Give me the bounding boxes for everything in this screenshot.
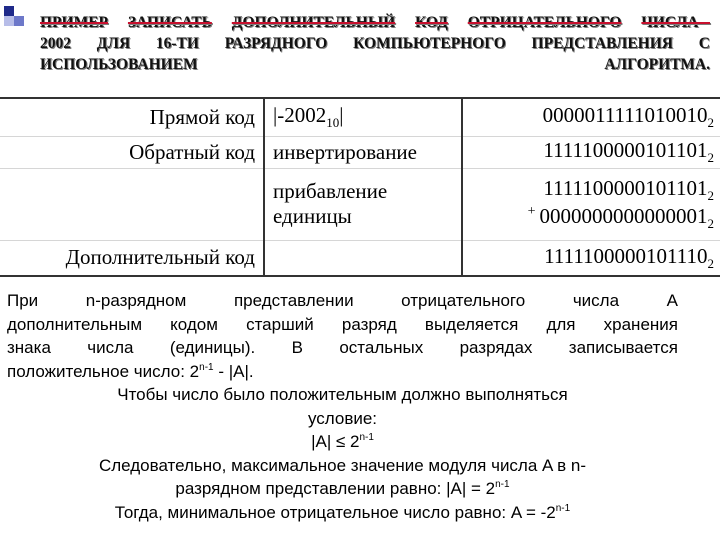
title-word: ЧИСЛА – [641, 14, 710, 31]
text-line: Чтобы число было положительным должно выполняться [117, 385, 568, 404]
title-word: 16-ТИ [155, 35, 199, 52]
base-subscript: 2 [707, 188, 714, 203]
text-word: A [666, 291, 678, 310]
text-fragment: Тогда, минимальное отрицательное число равно: A = -2 [114, 502, 556, 522]
row-operation [264, 168, 462, 240]
title-word: КОД [415, 14, 448, 31]
title-word: 2002 [40, 35, 71, 52]
text-fragment: положительное число: 2 [7, 361, 200, 381]
text-line: условие: [307, 408, 378, 428]
base-subscript: 2 [707, 216, 714, 232]
row-label-direct-code: Прямой код [0, 98, 264, 136]
text-line: Следовательно, максимальное значение модуля числа A в n- [98, 455, 587, 475]
text-word: остальных [339, 338, 424, 357]
exponent: n-1 [555, 502, 571, 514]
row-operation [264, 240, 462, 276]
title-word: ИСПОЛЬЗОВАНИЕМ [40, 56, 198, 73]
exponent: n-1 [359, 432, 374, 443]
exponent: n-1 [199, 361, 214, 373]
row-label-empty [0, 168, 264, 240]
text-word: n-разрядном [85, 291, 187, 310]
text-line: дополнительным кодом старший разряд выделяется для хранения [7, 314, 678, 334]
title-word: ДЛЯ [96, 35, 131, 52]
operation-text: прибавление [273, 179, 388, 203]
text-word: В [291, 338, 303, 357]
row-label-complement-code: Дополнительный код [0, 240, 264, 276]
row-value [462, 240, 720, 276]
table-row [0, 168, 720, 240]
table-row [0, 136, 720, 168]
row-operation [264, 98, 462, 136]
title-word: РАЗРЯДНОГО [224, 35, 328, 52]
text-fragment: - |A|. [213, 361, 254, 381]
binary-value: 1111100000101110 [544, 243, 708, 268]
text-line [7, 360, 678, 384]
text-word: разрядах [459, 338, 533, 357]
row-value [462, 168, 720, 240]
slide-title [40, 12, 710, 75]
binary-value: 1111100000101101 [543, 175, 708, 200]
exponent: n-1 [495, 479, 510, 490]
title-word: ДОПОЛНИТЕЛЬНЫЙ [231, 14, 396, 31]
row-operation: инвертирование [264, 136, 462, 168]
table-row [0, 98, 720, 136]
binary-value: 1111100000101101 [543, 137, 708, 162]
title-word: ЗАПИСАТЬ [127, 14, 212, 31]
binary-value: 0000000000000001 [539, 204, 708, 228]
base-subscript: 2 [707, 150, 714, 166]
decor-square-dark [4, 6, 14, 16]
text-line [7, 430, 678, 454]
addend-line-1 [471, 176, 714, 204]
title-word: АЛГОРИТМА. [604, 56, 710, 73]
text-word: представлении [233, 291, 354, 310]
conversion-table [0, 97, 720, 277]
text-word: (единицы). [169, 338, 256, 357]
text-line [7, 501, 678, 525]
title-word: ПРЕДСТАВЛЕНИЯ [531, 35, 673, 52]
row-value [462, 136, 720, 168]
title-line-2 [40, 33, 710, 54]
text-word: числа [87, 338, 134, 357]
explanation-text [7, 289, 678, 524]
text-word: отрицательного [401, 291, 526, 310]
text-fragment: разрядном представлении равно: |A| = 2 [175, 479, 496, 498]
title-line-1 [40, 12, 710, 33]
text-word: знака [7, 338, 51, 357]
row-value [462, 98, 720, 136]
text-line [7, 336, 678, 360]
title-line-3 [40, 54, 710, 75]
title-word: С [698, 35, 710, 52]
addend-line-2 [471, 204, 714, 232]
text-line [7, 289, 678, 313]
text-line [7, 477, 678, 501]
text-word: записывается [568, 338, 678, 357]
text-word: числа [572, 291, 620, 310]
decor-square-light [4, 16, 14, 26]
title-word: ОТРИЦАТЕЛЬНОГО [467, 14, 622, 31]
table-row [0, 240, 720, 276]
base-subscript: 10 [326, 115, 340, 131]
base-subscript: 2 [707, 255, 714, 271]
operation-text: |-2002 [273, 103, 327, 128]
operation-text: единицы [273, 204, 352, 228]
plus-sign: + [527, 204, 536, 219]
row-label-inverse-code: Обратный код [0, 136, 264, 168]
binary-value: 0000011111010010 [542, 103, 708, 128]
title-word: КОМПЬЮТЕРНОГО [353, 35, 506, 52]
text-fragment: |A| ≤ 2 [311, 432, 360, 451]
decor-square-mid [14, 16, 24, 26]
title-word: ПРИМЕР [40, 14, 109, 31]
text-word: При [7, 291, 39, 310]
operation-text-end: | [339, 103, 344, 128]
base-subscript: 2 [707, 115, 714, 131]
